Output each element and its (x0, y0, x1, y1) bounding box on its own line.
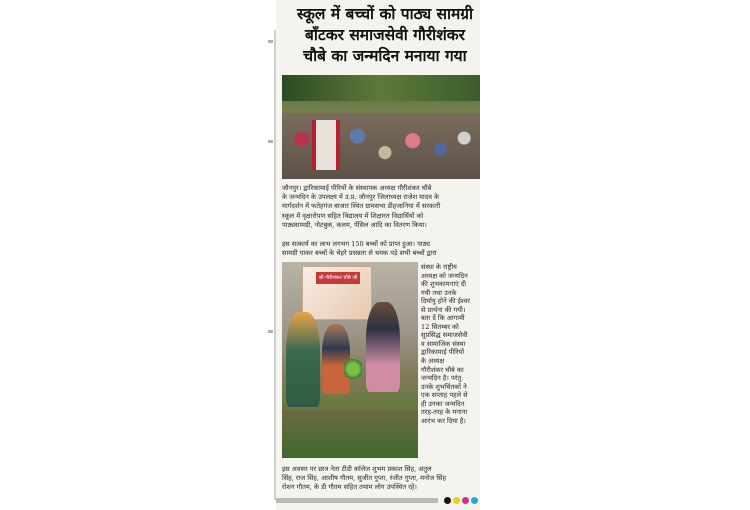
text-line: के जन्मदिन के उपलक्ष्य में उ.प्र. जौनपुर जिलाध्यक्ष राजेश यादव के (282, 193, 440, 202)
text-line: की शुभकामनाएं दी (421, 280, 467, 289)
text-line: जौनपुर। द्वारिकामाई पीरियों के संस्थापक अध्यक्ष गौरीशंकर चौबे (282, 184, 432, 192)
registration-dot (462, 497, 469, 504)
registration-dot (444, 497, 451, 504)
text-line: अध्यक्ष को जन्मदिन (421, 271, 468, 280)
standing-man-figure (366, 302, 400, 392)
text-line: बता दें कि आगामी (421, 314, 465, 323)
text-line: द्वारिकामाई पीरियों (421, 348, 465, 357)
headline (280, 4, 480, 67)
text-line: मार्गदर्शन में फतेहगंज बाजार स्थित ग्रामसभा डीहजानिया में सरकारी (282, 202, 441, 211)
text-line: रोशन गौतम, के डी गौतम सहित तमाम लोग उपस्थित रहे। (282, 483, 417, 492)
text-line: सामग्री पाकर बच्चों के चेहरे प्रसन्नता से चमक पड़े सभी बच्चों द्वारा (282, 249, 437, 258)
text-line: इस अवसर पर छात्र नेता टीडी कॉलेज शुभम प्रकाश सिंह, अतुल (282, 465, 432, 473)
text-line: इस सत्कार्य का लाभ लगभग 150 बच्चों को प्राप्त हुआ। पाठ्य (282, 240, 430, 248)
article-paragraph-1 (282, 184, 480, 230)
man-figure (312, 120, 340, 170)
tree-planting-photo (282, 262, 418, 458)
edge-mark (268, 40, 273, 43)
registration-marks (444, 497, 478, 505)
banner-heading: श्री गौरीशंकर चौबे जी (316, 272, 360, 284)
woman-figure (286, 312, 320, 407)
headline-line-2: बाँटकर समाजसेवी गौरीशंकर (305, 26, 465, 44)
registration-dot (453, 497, 460, 504)
text-line: 12 सितम्बर को (421, 322, 459, 331)
sapling (344, 358, 362, 380)
text-line: गौरीशंकर चौबे का (421, 365, 464, 374)
text-line: गयी तथा उनके (421, 288, 457, 297)
text-line: व सामाजिक संस्था (421, 339, 466, 348)
text-line: दिर्घायु होने की ईश्वर (421, 297, 470, 306)
text-line: से प्रार्थना की गयी। (421, 305, 466, 314)
text-line: एक सप्ताह पहले से (421, 391, 468, 400)
headline-line-3: चौबे का जन्मदिन मनाया गया (303, 47, 467, 65)
text-line: तरह-तरह के मनाना (421, 408, 468, 417)
headline-line-1: स्कूल में बच्चों को पाठ्य सामग्री (297, 5, 473, 23)
text-line: आरंभ कर दिया है। (421, 416, 466, 425)
registration-dot (471, 497, 478, 504)
newspaper-clipping (276, 0, 480, 510)
text-line: स्कूल में वृक्षारोपण सहित विद्यालय में शिक्षारत विद्यार्थियों को (282, 211, 424, 220)
text-line: ही उनका जन्मदिन (421, 399, 465, 408)
crowd-photo (282, 75, 480, 179)
bottom-rule (276, 498, 438, 503)
text-line: के अध्यक्ष (421, 357, 445, 366)
text-line: सुप्रसिद्ध समाजसेवी (421, 331, 468, 340)
text-line: जन्मदिन है। परंतु (421, 374, 462, 383)
trees-background (282, 75, 480, 101)
text-line: उनके शुभचिंतकों ने (421, 382, 467, 391)
text-line: संस्था के राष्ट्रीय (421, 263, 457, 271)
article-footer-paragraph (282, 465, 480, 493)
soil-ground (282, 410, 418, 458)
article-paragraph-2 (282, 240, 480, 258)
article-side-column (421, 263, 480, 425)
edge-mark (268, 140, 273, 143)
text-line: सिंह, राज सिंह, आशीष गौतम, सुजीत गुप्ता, रंजीत गुप्ता, मनोज सिंह (282, 474, 447, 483)
text-line: पाठ्यसामग्री, नोटबुक, कलम, पेंसिल आदि का वितरण किया। (282, 220, 427, 229)
edge-mark (268, 330, 273, 333)
